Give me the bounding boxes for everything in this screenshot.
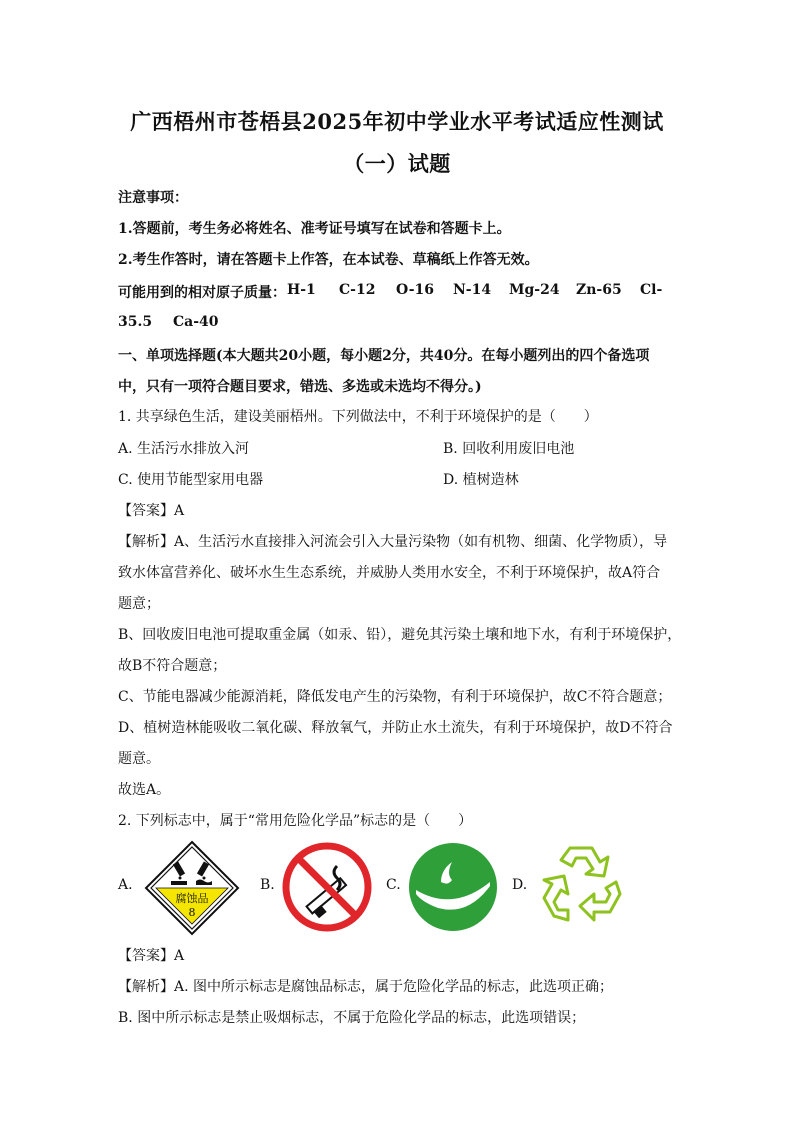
recycling-sign-icon: [534, 838, 630, 938]
atomic-masses-label: 可能用到的相对原子质量：: [118, 285, 286, 301]
atomic-mass: Ca-40: [173, 314, 219, 330]
question-1-option-a: A. 生活污水排放入河: [118, 441, 250, 457]
question-1-analysis: 故B不符合题意；: [118, 658, 227, 674]
question-1-analysis: 题意。: [118, 751, 160, 767]
question-1-option-d: D. 植树造林: [443, 472, 519, 488]
sign-a-number: 8: [188, 906, 196, 919]
atomic-mass: N-14: [453, 282, 492, 298]
atomic-mass: Mg-24: [509, 282, 560, 298]
section-header: 一、单项选择题(本大题共20小题，每小题2分，共40分。在每小题列出的四个备选项: [118, 348, 650, 364]
question-2-answer: 【答案】A: [118, 948, 185, 964]
section-header: 中，只有一项符合题目要求，错选、多选或未选均不得分。): [118, 379, 482, 395]
notice-item: 1.答题前，考生务必将姓名、准考证号填写在试卷和答题卡上。: [118, 221, 511, 237]
question-2-stem: 2. 下列标志中，属于“常用危险化学品”标志的是（ ）: [118, 813, 473, 829]
question-2-label-b: B.: [260, 877, 275, 893]
atomic-masses-line: [118, 282, 684, 302]
question-1-analysis: B、回收废旧电池可提取重金属（如汞、铅），避免其污染土壤和地下水，有利于环境保护，: [118, 627, 682, 643]
question-2-analysis: B. 图中所示标志是禁止吸烟标志，不属于危险化学品的标志，此选项错误；: [118, 1010, 586, 1026]
notice-item: 2.考生作答时，请在答题卡上作答，在本试卷、草稿纸上作答无效。: [118, 252, 539, 268]
no-smoking-sign-icon: [282, 842, 372, 936]
question-1-analysis: D、植树造林能吸收二氧化碳、释放氧气，并防止水土流失，有利于环境保护，故D不符合: [118, 720, 673, 736]
question-1-conclusion: 故选A。: [118, 782, 171, 798]
atomic-mass: Zn-65: [576, 282, 622, 298]
sign-a-text: 腐蚀品: [175, 892, 209, 905]
question-1-analysis: 【解析】A、生活污水直接排入河流会引入大量污染物（如有机物、细菌、化学物质），导: [118, 534, 668, 550]
question-2-label-d: D.: [512, 877, 528, 893]
atomic-mass: O-16: [396, 282, 435, 298]
question-1-option-b: B. 回收利用废旧电池: [443, 441, 575, 457]
atomic-mass: 35.5: [118, 314, 153, 330]
atomic-masses-line: [118, 314, 219, 330]
atomic-mass: Cl-: [640, 282, 663, 298]
question-1-option-c: C. 使用节能型家用电器: [118, 472, 264, 488]
document-subtitle: （一）试题: [343, 151, 451, 176]
question-2-label-a: A.: [118, 877, 133, 893]
atomic-mass: C-12: [339, 282, 376, 298]
question-1-stem: 1. 共享绿色生活，建设美丽梧州。下列做法中，不利于环境保护的是（ ）: [118, 409, 598, 425]
atomic-mass: H-1: [287, 282, 316, 298]
notice-heading: 注意事项：: [118, 190, 188, 206]
question-1-analysis: C、节能电器减少能源消耗，降低发电产生的污染物，有利于环境保护，故C不符合题意；: [118, 689, 672, 705]
document-title: 广西梧州市苍梧县2025年初中学业水平考试适应性测试: [130, 109, 664, 134]
question-1-analysis: 致水体富营养化、破坏水生生态系统，并威胁人类用水安全，不利于环境保护，故A符合: [118, 565, 661, 581]
question-1-answer: 【答案】A: [118, 503, 185, 519]
question-1-analysis: 题意；: [118, 596, 160, 612]
question-2-label-c: C.: [386, 877, 401, 893]
question-2-analysis: 【解析】A. 图中所示标志是腐蚀品标志，属于危险化学品的标志，此选项正确；: [118, 979, 614, 995]
water-saving-sign-icon: [408, 842, 498, 936]
corrosive-hazard-sign-icon: [144, 840, 240, 940]
